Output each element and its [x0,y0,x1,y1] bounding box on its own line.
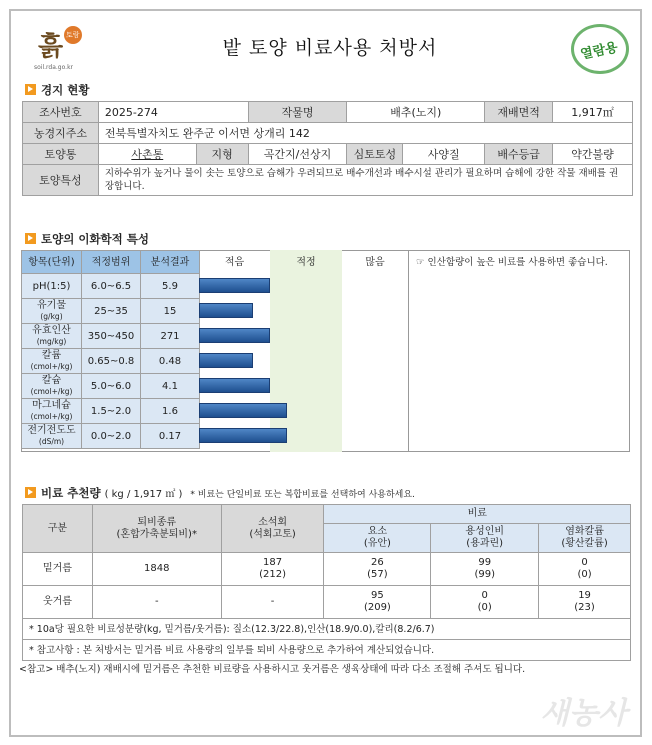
soil-item: 유효인산 (mg/kg) [22,324,82,349]
soil-level-bar [199,378,270,393]
page-title: 밭 토양 비료사용 처방서 [222,37,438,59]
crop-value: 배추(노지) [347,102,485,123]
col-urea: 요소 (유안) [324,524,431,553]
soil-row [22,399,200,424]
soil-item: 칼슘 (cmol+/kg) [22,374,82,399]
col-kind: 구분 [23,505,93,553]
section-soil-properties: 토양의 이화학적 특성 [25,231,149,247]
fertilizer-cell-kind: 웃거름 [23,586,93,619]
reference-note: <참고> 배추(노지) 재배시에 밑거름은 추천한 비료량을 사용하시고 웃거름은 생육상태에 따라 다소 조절해 주셔도 됩니다. [19,664,526,675]
soil-row [22,324,200,349]
area-value: 1,917㎡ [553,102,633,123]
fertilizer-cell-k: 19 (23) [539,586,631,619]
soil-item: 칼륨 (cmol+/kg) [22,349,82,374]
soil-level-bar [199,353,253,368]
bullet-play-icon [25,487,36,498]
soil-level-bar [199,428,287,443]
feature-value: 지하수위가 높거나 물이 솟는 토양으로 습해가 우려되므로 배수개선과 배수시설 관리가 필요하며 습해에 강한 작물 재배를 권장합니다. [98,165,632,196]
soil-result: 4.1 [141,374,200,399]
soil-range: 0.0~2.0 [82,424,141,449]
soil-range: 350~450 [82,324,141,349]
fertilizer-cell-compost: 1848 [92,553,221,586]
soil-result: 271 [141,324,200,349]
soil-range: 0.65~0.8 [82,349,141,374]
survey-no-label: 조사번호 [23,102,99,123]
soil-level-bar [199,328,270,343]
section-field-status: 경지 현황 [25,82,89,98]
nutrient-footnote: * 10a당 필요한 비료성분량(kg, 밑거름/웃거름): 질소(12.3/22.8),인산(18.9/0.0),칼리(8.2/6.7) [23,619,631,640]
soil-range: 6.0~6.5 [82,274,141,299]
texture-label: 심토토성 [347,144,403,165]
col-result: 분석결과 [141,251,200,274]
logo-url: soil.rda.go.kr [34,64,74,71]
fertilizer-cell-p: 0 (0) [431,586,539,619]
fertilizer-cell-lime: - [221,586,324,619]
soil-level-bar [199,403,287,418]
fertilizer-cell-n: 95 (209) [324,586,431,619]
drainage-value: 약간불량 [553,144,633,165]
soil-row [22,299,200,324]
soil-type-label: 토양통 [23,144,99,165]
survey-no-value: 2025-274 [98,102,248,123]
address-value: 전북특별자치도 완주군 이서면 상개리 142 [98,123,632,144]
soil-advice: ☞ 인산함량이 높은 비료를 사용하면 좋습니다. [416,257,608,268]
fertilizer-cell-lime: 187 (212) [221,553,324,586]
soil-row [22,374,200,399]
col-item: 항목(단위) [22,251,82,274]
heuktoram-logo: 흙 토람 soil.rda.go.kr [34,20,90,76]
soil-item: 유기물 (g/kg) [22,299,82,324]
fertilizer-cell-p: 99 (99) [431,553,539,586]
soil-level-bar [199,303,253,318]
soil-result: 15 [141,299,200,324]
bullet-play-icon [25,233,36,244]
section-fertilizer: 비료 추천량 ( kg / 1,917 ㎡ ) * 비료는 단일비료 또는 복합비료를 선택하여 사용하세요. [25,485,415,501]
soil-result: 1.6 [141,399,200,424]
area-label: 재배면적 [485,102,553,123]
soil-result: 5.9 [141,274,200,299]
fertilizer-cell-k: 0 (0) [539,553,631,586]
soil-type-link[interactable]: 사촌통 [98,144,196,165]
soil-range: 1.5~2.0 [82,399,141,424]
view-only-stamp: 열람용 [571,24,629,74]
col-potassium: 염화칼륨 (황산칼륨) [539,524,631,553]
zone-ok-label: 적정 [296,257,316,268]
col-compost: 퇴비종류 (혼합가축분퇴비)* [92,505,221,553]
fertilizer-cell-kind: 밑거름 [23,553,93,586]
soil-item: 마그네슘 (cmol+/kg) [22,399,82,424]
col-phosphate: 용성인비 (용과린) [431,524,539,553]
watermark-logo: 새농사 [540,696,627,731]
crop-label: 작물명 [248,102,347,123]
soil-row [22,274,200,299]
bullet-play-icon [25,84,36,95]
field-info-table [22,101,633,196]
feature-label: 토양특성 [23,165,99,196]
fertilizer-row [23,553,631,586]
soil-result: 0.48 [141,349,200,374]
col-lime: 소석회 (석회고토) [221,505,324,553]
col-fert: 비료 [324,505,631,524]
soil-level-bar [199,278,270,293]
drainage-label: 배수등급 [485,144,553,165]
soil-range: 25~35 [82,299,141,324]
soil-range: 5.0~6.0 [82,374,141,399]
texture-value: 사양질 [403,144,485,165]
col-range: 적정범위 [82,251,141,274]
soil-table [21,250,200,449]
soil-item: pH(1:5) [22,274,82,299]
zone-high-label: 많음 [365,257,385,268]
soil-item: 전기전도도 (dS/m) [22,424,82,449]
fertilizer-cell-compost: - [92,586,221,619]
fertilizer-cell-n: 26 (57) [324,553,431,586]
terrain-label: 지형 [196,144,248,165]
soil-level-chart [199,250,409,452]
zone-low-label: 적음 [224,257,245,268]
fertilizer-table [22,504,631,661]
terrain-value: 곡간지/선상지 [248,144,347,165]
reference-footnote: * 참고사항 : 본 처방서는 밑거름 비료 사용량의 일부를 퇴비 사용량으로 추가하여 계산되었습니다. [23,640,631,661]
soil-result: 0.17 [141,424,200,449]
fertilizer-row [23,586,631,619]
address-label: 농경지주소 [23,123,99,144]
soil-row [22,349,200,374]
soil-row [22,424,200,449]
